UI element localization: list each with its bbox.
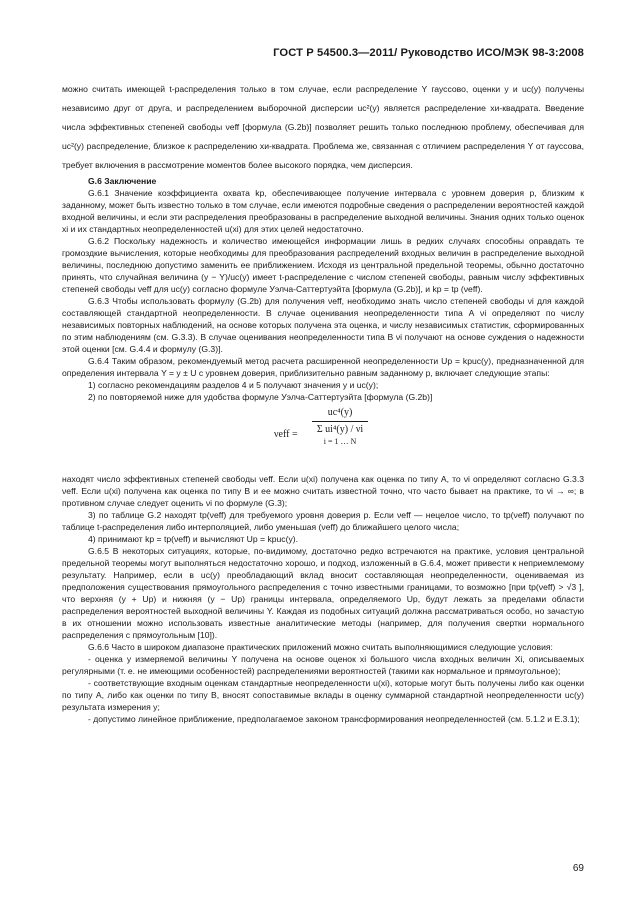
list-item-4: 4) принимают kp = tp(νeff) и вычисляют Up = kpuc(y). [88,534,299,544]
document-body [62,80,584,725]
paragraph-g-6-4: G.6.4 Таким образом, рекомендуемый метод расчета расширенной неопределенности Up = kpuc(y), предназначенной для определения интервала Y = y ± U с уровнем доверия, приблизительно равным заданному p, включает следующие этапы: [62,356,584,378]
section-heading: G.6 Заключение [88,176,157,186]
list-item-3: 3) по таблице G.2 находят tp(νeff) для требуемого уровня доверия p. Если νeff — нецелое число, то tp(νeff) получают по таблице t-распределения либо интерполяцией, либо уменьшая (νeff) до ближайшего целого числа; [62,510,584,532]
welch-satterthwaite-formula [62,405,584,471]
list-item-2: 2) по повторяемой ниже для удобства формуле Уэлча-Саттертуэйта [формула (G.2b)] [88,392,433,402]
formula-denominator: Σ ui⁴(y) / νi [316,424,364,435]
paragraph-continuation: можно считать имеющей t-распределения только в том случае, если распределение Y гауссово, оценки y и uc(y) получены независимо друг от друга, и распределением выборочной дисперсии uc²(y) является распределение хи-квадрата. Введение числа эффективных степеней свободы νeff [формула (G.2b)] позволяет решить только последнюю проблему, обеспечивая для uc²(y) распределение, близкое к распределению хи-квадрата. Проблема же, связанная с отличием распределения Y от гауссова, требует включения в рассмотрение моментов более высокого порядка, чем дисперсия. [62,84,584,170]
paragraph-g-6-2: G.6.2 Поскольку надежность и количество имеющейся информации лишь в редких случаях способны оправдать те громоздкие вычисления, которые необходимы для преобразования распределений входных величин в распределение выходной величины, последнюю допустимо заменить ее приближением. Исходя из центральной предельной теоремы, обычно достаточно принять, что случайная величина (y − Y)/uc(y) имеет t-распределение с числом степеней свободы, равным числу эффективных степеней свободы νeff для uc(y) согласно формуле Уэлча-Саттертуэйта [формула (G.2b)], и kp = tp (νeff). [62,236,584,294]
paragraph-g-6-3: G.6.3 Чтобы использовать формулу (G.2b) для получения νeff, необходимо знать число степеней свободы νi для каждой составляющей стандартной неопределенности. В случае оценивания неопределенности типа А νi определяют по числу независимых повторных наблюдений, на основе которых получена эта оценка, и числу независимых статистик, сформированных по этим наблюдениям (см. G.3.3). В случае оценивания неопределенности типа В νi получают на основе суждения о надежности этой оценки [см. G.4.4 и формулу (G.3)]. [62,296,584,354]
fraction-bar [312,421,368,422]
paragraph-g-6-6: G.6.6 Часто в широком диапазоне практических приложений можно считать выполняющимися следующие условия: [88,642,553,652]
bullet-item-2: - соответствующие входным оценкам стандартные неопределенности u(xi), которые могут быть получены либо как оценки по типу А, либо как оценки по типу В, вносят сопоставимые вклады в оценку суммарной стандартной неопределенности uc(y) результата измерения y; [62,678,584,712]
bullet-item-1: - оценка y измеряемой величины Y получена на основе оценок xi большого числа входных величин Xi, описываемых регулярными (т. е. не имеющими особенностей) распределениями вероятностей (такими как нормальное и прямоугольное); [62,654,584,676]
paragraph-g-6-5: G.6.5 В некоторых ситуациях, которые, по-видимому, достаточно редко встречаются на практике, условия центральной предельной теоремы могут выполняться недостаточно хорошо, и подход, изложенный в G.6.4, может привести к неприемлемому результату. Например, если в uc(y) преобладающий вклад вносит составляющая неопределенности, оцениваемая из предположения существования прямоугольного распределения с точно известными границами, то возможно [при tp(νeff) > √3 ], что верхняя (y + Up) и нижняя (y − Up) границы интервала, определяемого Up, будут лежать за пределами области распределения вероятностей выходной величины Y. Каждая из подобных ситуаций должна рассматриваться особо, но зачастую в их отношении можно использовать известные аналитические методы (например, для получения свертки нормального распределения с прямоугольным [10]). [62,546,584,640]
list-item-1: 1) согласно рекомендациям разделов 4 и 5 получают значения y и uc(y); [88,380,379,390]
formula-sum-limits: i = 1 … N [323,437,357,446]
paragraph-g-6-1: G.6.1 Значение коэффициента охвата kp, обеспечивающее получение интервала с уровнем доверия p, близким к заданному, может быть известно только в том случае, если имеются подробные сведения о распределении вероятностей каждой входной величины, и если эти распределения преобразованы в распределение выходной величины. Знания одних только оценок xi и их стандартных неопределенностей u(xi) для этих целей недостаточно. [62,188,584,234]
paragraph-eff-degrees: находят число эффективных степеней свободы νeff. Если u(xi) получена как оценка по типу А, то νi определяют согласно G.3.3 νeff. Если u(xi) получена как оценка по типу В и ее можно считать известной точно, что часто бывает на практике, то νi → ∞; в противном случае следует оценить νi по формуле (G.3); [62,474,584,508]
formula-lhs: νeff = [274,429,298,440]
bullet-item-3: - допустимо линейное приближение, предполагаемое законом трансформирования неопределенностей (см. 5.1.2 и E.3.1); [88,714,580,724]
page-header: ГОСТ Р 54500.3—2011/ Руководство ИСО/МЭК 98-3:2008 [273,47,584,59]
formula-numerator: uc⁴(y) [327,407,353,418]
page-number: 69 [572,863,584,874]
formula-fraction [312,407,368,448]
